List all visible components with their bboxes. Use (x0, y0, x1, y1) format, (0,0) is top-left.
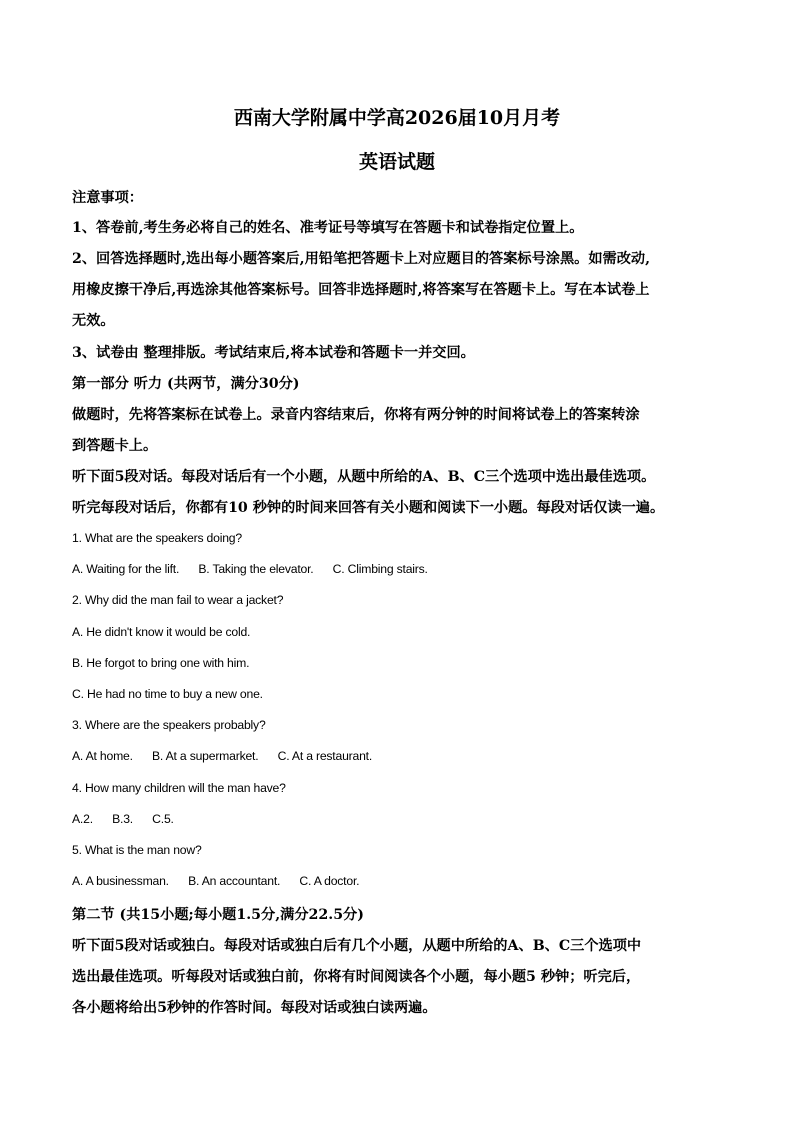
notice-item-1: 1、答卷前,考生务必将自己的姓名、准考证号等填写在答题卡和试卷指定位置上。 (72, 220, 584, 236)
option-b: B.3. (112, 812, 133, 826)
option-a: A. At home. (72, 749, 133, 763)
exam-title: 西南大学附属中学高2026届10月月考 (233, 107, 561, 129)
question-4-options (72, 812, 732, 826)
question-2-option-b: B. He forgot to bring one with him. (72, 656, 250, 670)
question-5-options (72, 874, 732, 888)
option-b: B. Taking the elevator. (198, 562, 314, 576)
option-c: C.5. (152, 812, 174, 826)
question-1: 1. What are the speakers doing? (72, 531, 242, 545)
option-c: C. A doctor. (299, 874, 360, 888)
option-a: A. Waiting for the lift. (72, 562, 180, 576)
option-a: A.2. (72, 812, 93, 826)
section2-heading: 第二节 (共15小题;每小题1.5分,满分22.5分) (72, 907, 364, 923)
section1-instruction-line-1: 听下面5段对话。每段对话后有一个小题，从题中所给的A、B、C三个选项中选出最佳选项。 (72, 469, 656, 485)
question-3: 3. Where are the speakers probably? (72, 718, 266, 732)
notice-item-3: 3、试卷由 整理排版。考试结束后,将本试卷和答题卡一并交回。 (72, 345, 475, 361)
option-b: B. An accountant. (188, 874, 281, 888)
option-b: B. At a supermarket. (152, 749, 259, 763)
exam-subtitle: 英语试题 (358, 151, 435, 173)
option-c: C. Climbing stairs. (332, 562, 428, 576)
question-3-options (72, 749, 732, 763)
question-2-option-a: A. He didn't know it would be cold. (72, 625, 251, 639)
notice-item-2-line-1: 2、回答选择题时,选出每小题答案后,用铅笔把答题卡上对应题目的答案标号涂黑。如需改动, (72, 251, 651, 267)
option-a: A. A businessman. (72, 874, 169, 888)
question-5: 5. What is the man now? (72, 843, 202, 857)
notice-item-2-line-2: 用橡皮擦干净后,再选涂其他答案标号。回答非选择题时,将答案写在答题卡上。写在本试卷上 (72, 282, 650, 298)
section1-instruction-line-2: 听完每段对话后，你都有10 秒钟的时间来回答有关小题和阅读下一小题。每段对话仅读一遍。 (72, 500, 665, 516)
section2-instruction-line-3: 各小题将给出5秒钟的作答时间。每段对话或独白读两遍。 (72, 1000, 437, 1016)
option-c: C. At a restaurant. (277, 749, 373, 763)
question-2-option-c: C. He had no time to buy a new one. (72, 687, 263, 701)
section2-instruction-line-1: 听下面5段对话或独白。每段对话或独白后有几个小题，从题中所给的A、B、C三个选项中 (72, 938, 642, 954)
notice-heading: 注意事项： (72, 190, 143, 206)
section2-instruction-line-2: 选出最佳选项。听每段对话或独白前，你将有时间阅读各个小题，每小题5 秒钟；听完后， (72, 969, 641, 985)
part1-heading: 第一部分 听力 (共两节，满分30分) (72, 376, 300, 392)
question-1-options (72, 562, 732, 576)
notice-item-2-line-3: 无效。 (72, 313, 115, 329)
question-2: 2. Why did the man fail to wear a jacket? (72, 593, 284, 607)
part1-instruction-line-1: 做题时，先将答案标在试卷上。录音内容结束后，你将有两分钟的时间将试卷上的答案转涂 (72, 407, 640, 423)
part1-instruction-line-2: 到答题卡上。 (72, 438, 158, 454)
question-4: 4. How many children will the man have? (72, 781, 286, 795)
